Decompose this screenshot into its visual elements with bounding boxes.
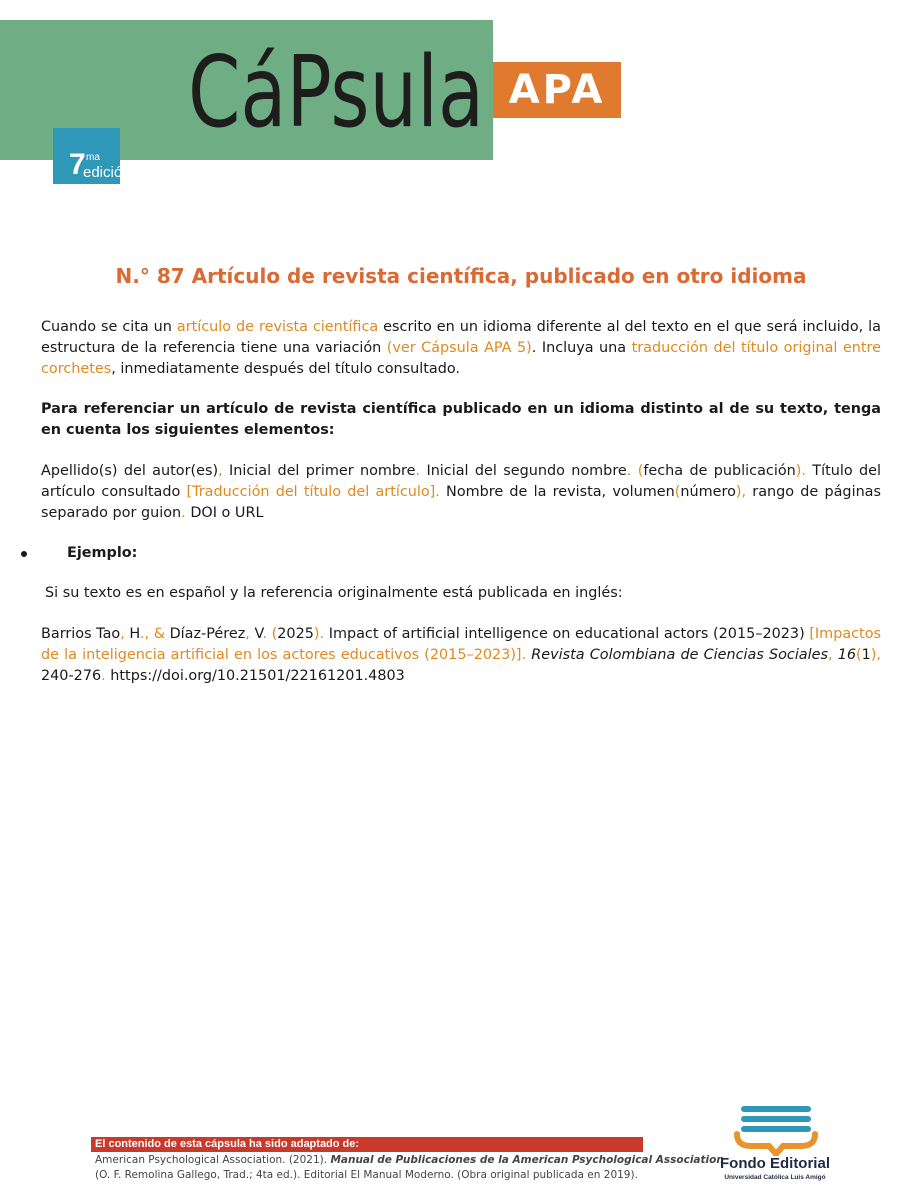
capsula-logo	[188, 26, 488, 156]
fondo-editorial-logo-icon	[733, 1104, 819, 1156]
example-bullet: Ejemplo:	[41, 543, 881, 564]
fondo-editorial-name: Fondo Editorial	[720, 1155, 830, 1172]
elements-paragraph: Apellido(s) del autor(es), Inicial del primer nombre. Inicial del segundo nombre. (fecha de publicación). Título del artículo consultado [Traducción del título del artículo]. Nombre de la revista, volumen(número), rango de páginas separado por guion. DOI o URL	[41, 463, 881, 521]
footer-citation: American Psychological Association. (2021). Manual de Publicaciones de la American Psychological Association (O. F. Remolina Gallego, Trad.; 4ta ed.). Editorial El Manual Moderno. (Obra original publicada en 2019).	[95, 1154, 724, 1181]
edition-badge	[53, 128, 131, 184]
edition-word: edición	[83, 164, 131, 181]
svg-text:CáPsula: CáPsula	[188, 36, 484, 150]
intro-paragraph: Cuando se cita un artículo de revista científica escrito en un idioma diferente al del texto en el que será incluido, la estructura de la referencia tiene una variación (ver Cápsula APA 5). Incluya una traducción del título original entre corchetes, inmediatamente después del título consultado.	[41, 319, 881, 377]
example-intro: Si su texto es en español y la referencia originalmente está publicada en inglés:	[45, 585, 623, 601]
edition-superscript: ma	[86, 152, 100, 163]
reference-example: Barrios Tao, H., & Díaz-Pérez, V. (2025). Impact of artificial intelligence on educational actors (2015–2023) [Impactos de la inteligencia artificial en los actores educativos (2015–2023)]. Revista Colombiana de Ciencias Sociales, 16(1), 240-276. https://doi.org/10.21501/22161201.4803	[41, 626, 882, 684]
fondo-editorial-subtitle: Universidad Católica Luis Amigó	[724, 1174, 826, 1181]
link-article[interactable]: artículo de revista científica	[176, 319, 379, 335]
footer-source-bar: El contenido de esta cápsula ha sido adaptado de:	[91, 1137, 643, 1152]
bullet-icon	[21, 551, 27, 557]
link-capsula-5[interactable]: (ver Cápsula APA 5)	[386, 340, 532, 356]
edition-number: 7	[69, 148, 86, 181]
link-translation[interactable]: traducción del título original entre corchetes	[41, 340, 881, 377]
apa-badge: APA	[493, 62, 621, 118]
page-title: N.° 87 Artículo de revista científica, publicado en otro idioma	[115, 264, 807, 288]
instructions-paragraph: Para referenciar un artículo de revista científica publicado en un idioma distinto al de su texto, tenga en cuenta los siguientes elementos:	[41, 401, 881, 438]
doi-link[interactable]: https://doi.org/10.21501/22161201.4803	[105, 668, 405, 684]
